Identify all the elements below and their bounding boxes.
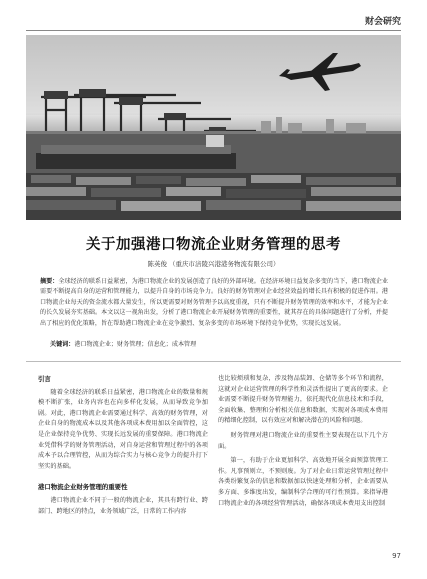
article-title: 关于加强港口物流企业财务管理的思考 xyxy=(86,237,341,253)
page-number: 97 xyxy=(392,552,401,560)
right-paragraph-2: 财务管理对港口物流企业的重要性主要表现在以下几个方面。 xyxy=(218,431,388,450)
right-paragraph-3: 第一，有助于企业更加科学、高效地开展全面预算管理工作。凡事预则立，不预则废。为了对企业日常运营管理过程中各类纷繁复杂的信息和数据加以快速处理和分析，企业需要从多方面、多维度出发，编制科学合理的可行性预算。来指导港口物流企业的各项经营管理活动，确保各项成本费用支出控制 xyxy=(218,457,388,507)
keywords-label: 关键词： xyxy=(50,341,75,348)
section-divider xyxy=(26,361,401,362)
intro-heading: 引言 xyxy=(38,375,51,383)
article-author: 陈英俊 （重庆市涪陵兴港港务物流有限公司） xyxy=(147,260,280,268)
keywords-text: 港口物流企业；财务管理；信息化；成本管理 xyxy=(74,341,197,348)
container-stacks xyxy=(26,173,401,220)
abstract-text: 全球经济的联系日益紧密，为港口物流企业的发展创造了良好的外部环境。在经济环境日益复杂多变的当下，港口物流企业需要不断提高自身的运营和管理能力，以提升自身的市场竞争力。良好的财务管理对企业经营效益的增长具有积极的促进作用。港口物流企业每天的资金流水都大量发生，所以更需要对财务管理予以高度重视，只有不断提升财务管理的效率和水平，才能为企业的长久发展夯实基础。本文以这一视角出发，分析了港口物流企业开展财务管理的重要性，就其存在的具体问题进行了分析，并提出了相应的优化策略，旨在帮助港口物流企业在竞争激烈、复杂多变的市场环境下保持竞争优势，实现长远发展。 xyxy=(40,278,389,327)
section-label: 财会研究 xyxy=(364,17,401,27)
abstract-label: 摘要： xyxy=(40,278,59,285)
right-paragraph-1: 也比较烦琐和复杂，涉及物品装卸、仓储等多个环节和流程，这就对企业运营管理的科学性和灵活性提出了更高的要求。企业需要不断提升财务管理能力，依托现代化信息技术和手段，全面收集、整理和分析相关信息和数据，实现对各项成本费用的精细化控制，以有效应对和解决潜在的风险和问题。 xyxy=(218,375,388,425)
intro-paragraph: 随着全球经济的联系日益紧密，港口物流企业的数量和规模不断扩张，业务内容也在向多样化发展，从而导致竞争加剧。对此，港口物流企业需要通过科学、高效的财务管理，对企业自身的物流成本以及其他各项成本费用加以全面管控，这是企业保持竞争优势、实现长远发展的重要保障。港口物流企业凭借科学的财务管理活动，对自身运营和管理过程中的各项成本予以合理管控，从而为综合实力与核心竞争力的提升打下坚实的基础。 xyxy=(38,388,208,470)
port-scene-illustration xyxy=(26,35,401,220)
abstract-block xyxy=(40,277,388,329)
page-header xyxy=(0,0,427,36)
keywords-block xyxy=(50,339,390,348)
hero-image-port-airplane xyxy=(26,35,401,220)
section1-paragraph: 港口物流企业不同于一般的物流企业，其具有跨行业、跨部门、跨地区的特点，业务领域广泛，日常的工作内容 xyxy=(38,496,208,515)
left-column xyxy=(38,374,208,521)
right-column xyxy=(218,374,388,513)
section1-heading: 港口物流企业财务管理的重要性 xyxy=(38,483,128,492)
header-rule xyxy=(26,30,401,31)
